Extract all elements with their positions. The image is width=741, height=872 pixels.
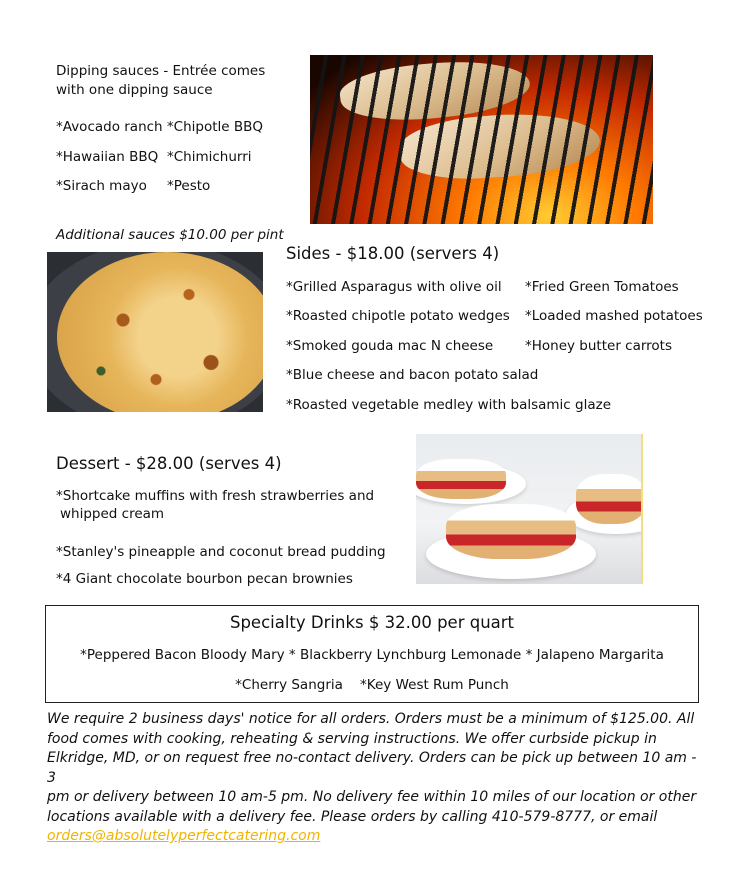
dessert-item-line2: whipped cream (60, 506, 165, 522)
dessert-item: *Stanley's pineapple and coconut bread pudding (56, 544, 386, 560)
drinks-line1: *Peppered Bacon Bloody Mary * Blackberry Lynchburg Lemonade * Jalapeno Margarita (80, 647, 664, 663)
footer-line: Elkridge, MD, or on request free no-contact delivery. Orders can be pick up between 10 am - 3 (47, 750, 697, 786)
side-item: *Blue cheese and bacon potato salad (286, 367, 539, 383)
footer-notice (47, 710, 707, 847)
footer-line: pm or delivery between 10 am-5 pm. No delivery fee within 10 miles of our location or other (47, 789, 697, 805)
dipping-row1: *Avocado ranch *Chipotle BBQ (56, 119, 264, 135)
side-item: *Loaded mashed potatoes (525, 308, 703, 324)
email-link[interactable]: orders@absolutelyperfectcatering.com (47, 828, 321, 844)
footer-line: We require 2 business days' notice for all orders. Orders must be a minimum of $125.00. All (47, 711, 695, 727)
drinks-line2: *Cherry Sangria *Key West Rum Punch (235, 677, 509, 693)
dessert-item: *4 Giant chocolate bourbon pecan brownies (56, 571, 353, 587)
side-item: *Fried Green Tomatoes (525, 279, 679, 295)
dipping-row2-left: *Hawaiian BBQ (56, 149, 159, 165)
side-item: *Grilled Asparagus with olive oil (286, 279, 502, 295)
sides-heading: Sides - $18.00 (servers 4) (286, 244, 500, 263)
footer-line: food comes with cooking, reheating & serving instructions. We offer curbside pickup in (47, 730, 657, 747)
dipping-row3-right: *Pesto (167, 178, 211, 194)
mac-and-cheese-photo (47, 252, 263, 412)
additional-sauces-note: Additional sauces $10.00 per pint (56, 227, 284, 243)
dipping-row3-left: *Sirach mayo (56, 178, 147, 194)
dipping-heading-line2: with one dipping sauce (56, 82, 213, 98)
drinks-heading: Specialty Drinks $ 32.00 per quart (229, 613, 515, 632)
side-item: *Honey butter carrots (525, 338, 673, 354)
strawberry-shortcake-photo (416, 434, 643, 584)
side-item: *Smoked gouda mac N cheese (286, 338, 494, 354)
side-item: *Roasted vegetable medley with balsamic glaze (286, 397, 611, 413)
dipping-row2-right: *Chimichurri (167, 149, 252, 165)
dipping-heading-line1: Dipping sauces - Entrée comes (56, 63, 266, 79)
dessert-item-line1: *Shortcake muffins with fresh strawberries and (56, 488, 375, 504)
dessert-heading: Dessert - $28.00 (serves 4) (56, 454, 282, 473)
grilled-chicken-photo (310, 55, 653, 224)
side-item: *Roasted chipotle potato wedges (286, 308, 510, 324)
footer-line: locations available with a delivery fee. Please orders by calling 410-579-8777, or email (47, 808, 658, 825)
